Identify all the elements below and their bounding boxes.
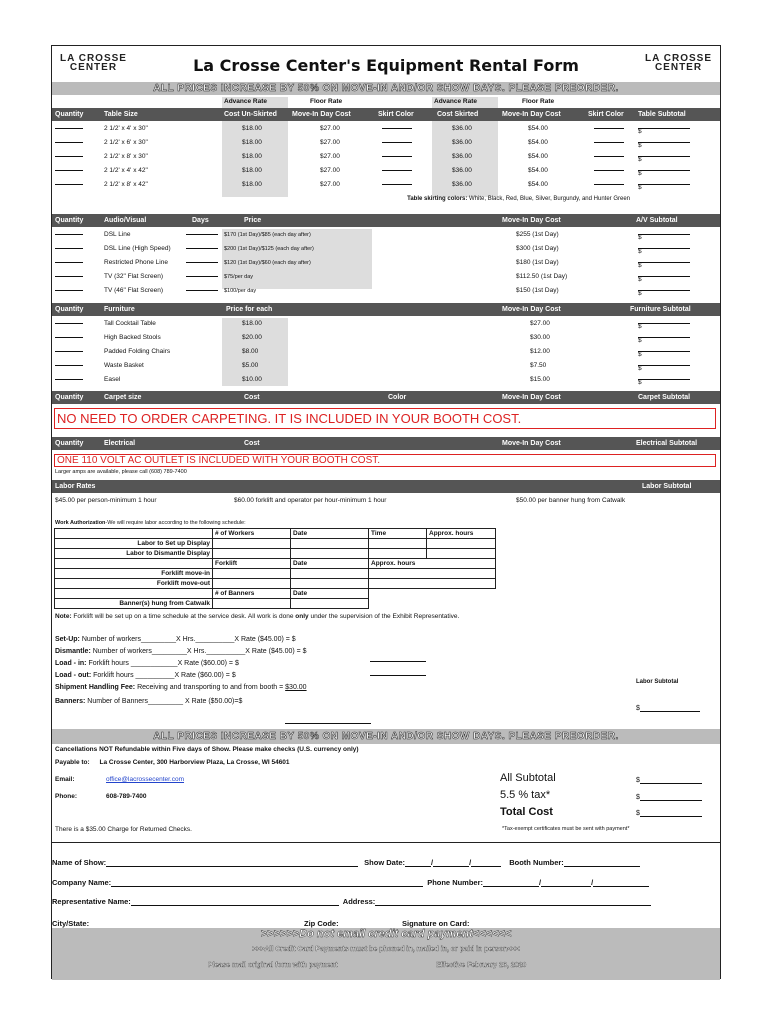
- page-title: La Crosse Center's Equipment Rental Form: [193, 56, 579, 75]
- av-row: TV (32" Flat Screen) $75/per day $112.50 (1st Day) $: [52, 270, 720, 284]
- logo-left: LA CROSSE CENTER: [60, 53, 127, 73]
- work-authorization: Work Authorization-We will require labor according to the following schedule:: [55, 520, 246, 526]
- skirting-colors: Table skirting colors: White, Black, Red, Blue, Silver, Burgundy, and Hunter Green: [407, 196, 630, 202]
- total-field[interactable]: $: [636, 809, 702, 817]
- show-name-line[interactable]: Name of Show: Show Date: / / Booth Number:: [52, 858, 640, 867]
- labor-schedule-table: # of Workers Date Time Approx. hours Labor to Set up Display Labor to Dismantle Display Forklift Date Approx. hours Forklift move-in Forklift move-out # of Banners Date Banner(s) hung from Catwalk: [54, 528, 496, 609]
- carpet-header: Quantity Carpet size Cost Color Move-In Day Cost Carpet Subtotal: [52, 391, 720, 404]
- payment-footer: >>>>>>Do not email credit card payment<<<<<< >>>All Credit Card Payments must be phoned in, mailed in, or paid in person<<< Please mail original form with payment Effective February 26, 2020: [52, 928, 720, 980]
- av-header: Quantity Audio/Visual Days Price Move-In Day Cost A/V Subtotal: [52, 214, 720, 227]
- labor-subtotal-field[interactable]: $: [636, 704, 700, 712]
- email-link[interactable]: office@lacrossecenter.com: [106, 776, 185, 783]
- furniture-row: Easel $10.00 $15.00 $: [52, 373, 720, 387]
- table-row: 2 1/2' x 4' x 42" $18.00 $27.00 $36.00 $54.00 $: [52, 164, 720, 178]
- av-row: Restricted Phone Line $120 (1st Day)/$60 (each day after) $180 (1st Day) $: [52, 256, 720, 270]
- furniture-row: Waste Basket $5.00 $7.50 $: [52, 359, 720, 373]
- logo-right: LA CROSSE CENTER: [645, 53, 712, 73]
- electrical-notice: ONE 110 VOLT AC OUTLET IS INCLUDED WITH YOUR BOOTH COST.: [54, 454, 716, 467]
- price-increase-banner: ALL PRICES INCREASE BY 50% ON MOVE-IN AND/OR SHOW DAYS. PLEASE PREORDER.: [52, 82, 720, 95]
- furniture-row: High Backed Stools $20.00 $30.00 $: [52, 331, 720, 345]
- table-row: 2 1/2' x 4' x 30" $18.00 $27.00 $36.00 $54.00 $: [52, 122, 720, 136]
- table-row: 2 1/2' x 6' x 30" $18.00 $27.00 $36.00 $54.00 $: [52, 136, 720, 150]
- labor-calc-line[interactable]: Banners: Number of Banners_________ X Rate ($50.00)=$: [55, 698, 243, 705]
- furniture-header: Quantity Furniture Price for each Move-In Day Cost Furniture Subtotal: [52, 303, 720, 316]
- labor-calc-line[interactable]: Set-Up: Number of workers_________X Hrs.__________X Rate ($45.00) = $: [55, 636, 296, 643]
- forklift-note: Note: Forklift will be set up on a time schedule at the service desk. All work is done only under the supervision of the Exhibit Representative.: [55, 613, 460, 620]
- table-row: 2 1/2' x 8' x 30" $18.00 $27.00 $36.00 $54.00 $: [52, 150, 720, 164]
- rental-form: LA CROSSE CENTER LA CROSSE CENTER La Crosse Center's Equipment Rental Form ALL PRICES INCREASE BY 50% ON MOVE-IN AND/OR SHOW DAYS. PLEASE PREORDER. Quantity Table Size Cost Un-Skirted Move-In Day Cost Skirt Color Cost Skirted Move-In Day Cost Skirt Color Table Subtotal Advance Rate Floor Rate Advance Rate Floor Rate 2 1/2' x 4' x 30" $18.00 $27.00 $36.00 $54.00 $ 2 1/2' x 6' x 30" $18.00 $27.00 $36.00 $54.00 $ 2 1/2' x 8' x 30" $18.00 $27.00 $36.00 $54.00 $ 2 1/2' x 4' x 42" $18.00 $27.00 $36.00 $54.00 $ 2 1/2' x 8' x 42" $18.00 $27.00 $36.00 $54.00 $ Table skirting colors: White, Black, Red, Blue, Silver, Burgundy, and Hunter Green Quantity Audio/Visual Days Price Move-In Day Cost A/V Subtotal DSL Line $170 (1st Day)/$85 (each day after) $255 (1st Day) $ DSL Line (High Speed) $200 (1st Day)/$125 (each day after) $300 (1st Day) $ Restricted Phone Line $120 (1st Day)/$60 (each day after) $180 (1st Day) $ TV (32" Flat Screen) $75/per day $112.50 (1st Day) $ TV (46" Flat Screen) $100/per day $150 (1st Day) $ Quantity Furniture Price for each Move-In Day Cost Furniture Subtotal Tall Cocktail Table $18.00 $27.00 $ High Backed Stools $20.00 $30.00 $ Padded Folding Chairs $8.00 $12.00 $ Waste Basket $5.00 $7.50 $ Easel $10.00 $15.00 $ Quantity Carpet size Cost Color Move-In Day Cost Carpet Subtotal NO NEED TO ORDER CARPETING. IT IS INCLUDED IN YOUR BOOTH COST. Quantity Electrical Cost Move-In Day Cost Electrical Subtotal ONE 110 VOLT AC OUTLET IS INCLUDED WITH YOUR BOOTH COST. Larger amps are available, please call (608) 789-7400 Labor Rates Labor Subtotal $45.00 per person-minimum 1 hour $60.00 forklift and operator per hour-minimum 1 hour $50.00 per banner hung from Catwalk Work Authorization-We will require labor according to the following schedule: # of Workers Date Time Approx. hours Labor to Set up Display Labor to Dismantle Display Forklift Date Approx. hours Forklift move-in Forklift move-out # of Banners Date Banner(s) hung from Catwalk Note: Forklift will be set up on a time schedule at the service desk. All work is done only under the supervision of the Exhibit Representative. Set-Up: Number of workers_________X Hrs.__________X Rate ($45.00) = $ Dismantle: Number of workers_________X Hrs.__________X Rate ($45.00) = $ Load - in: Forklift hours ____________X Rate ($60.00) = $ Load - out: Forklift hours __________X Rate ($60.00) = $ Shipment Handling Fee: Receiving and transporting to and from booth = $30.00 Banners: Number of Banners_________ X Rate ($50.00)=$ Labor Subtotal $ ALL PRICES INCREASE BY 50% ON MOVE-IN AND/OR SHOW DAYS. PLEASE PREORDER. Cancellations NOT Refundable within Five days of Show. Please make checks (U.S. currency only) Payable to: La Crosse Center, 300 Harborview Plaza, La Crosse, WI 54601 Email: office@lacrossecenter.com Phone: 608-789-7400 All Subtotal 5.5 % tax* Total Cost $ $ $ There is a $35.00 Charge for Returned Checks. *Tax-exempt certificates must be sent with payment* Name of Show: Show Date: / / Booth Number: Company Name: Phone Number: / / Representative Name: Address: City/State: Zip Code: Signature on Card: >>>>>>Do not email credit card payment<<<<<< >>>All Credit Card Payments must be phoned in, mailed in, or paid in person<<< Please mail original form with payment Effective February 26, 2020: [51, 45, 721, 979]
- electrical-header: Quantity Electrical Cost Move-In Day Cost Electrical Subtotal: [52, 437, 720, 450]
- tables-header: Quantity Table Size Cost Un-Skirted Move-In Day Cost Skirt Color Cost Skirted Move-In Day Cost Skirt Color Table Subtotal: [52, 108, 720, 121]
- representative-line[interactable]: Representative Name: Address:: [52, 897, 651, 906]
- carpet-notice: NO NEED TO ORDER CARPETING. IT IS INCLUDED IN YOUR BOOTH COST.: [54, 408, 716, 429]
- labor-calc-line[interactable]: Shipment Handling Fee: Receiving and transporting to and from booth = $30.00: [55, 684, 307, 691]
- av-row: DSL Line $170 (1st Day)/$85 (each day after) $255 (1st Day) $: [52, 228, 720, 242]
- labor-header: Labor Rates Labor Subtotal: [52, 480, 720, 493]
- table-row: 2 1/2' x 8' x 42" $18.00 $27.00 $36.00 $54.00 $: [52, 178, 720, 192]
- payable-to: Payable to: La Crosse Center, 300 Harborview Plaza, La Crosse, WI 54601: [55, 759, 290, 766]
- all-subtotal-field[interactable]: $: [636, 776, 702, 784]
- furniture-row: Tall Cocktail Table $18.00 $27.00 $: [52, 317, 720, 331]
- av-row: DSL Line (High Speed) $200 (1st Day)/$125 (each day after) $300 (1st Day) $: [52, 242, 720, 256]
- tax-field[interactable]: $: [636, 793, 702, 801]
- labor-calc-line[interactable]: Dismantle: Number of workers_________X Hrs.__________X Rate ($45.00) = $: [55, 648, 307, 655]
- footer-price-banner: ALL PRICES INCREASE BY 50% ON MOVE-IN AND/OR SHOW DAYS. PLEASE PREORDER.: [52, 729, 720, 744]
- labor-calc-line[interactable]: Load - out: Forklift hours __________X Rate ($60.00) = $: [55, 672, 236, 679]
- labor-calc-line[interactable]: Load - in: Forklift hours ____________X Rate ($60.00) = $: [55, 660, 239, 667]
- furniture-row: Padded Folding Chairs $8.00 $12.00 $: [52, 345, 720, 359]
- city-zip-signature-line[interactable]: City/State: Zip Code: Signature on Card:: [52, 919, 470, 928]
- av-row: TV (46" Flat Screen) $100/per day $150 (1st Day) $: [52, 284, 720, 298]
- company-name-line[interactable]: Company Name: Phone Number: / /: [52, 878, 649, 887]
- amps-note: Larger amps are available, please call (608) 789-7400: [55, 469, 187, 475]
